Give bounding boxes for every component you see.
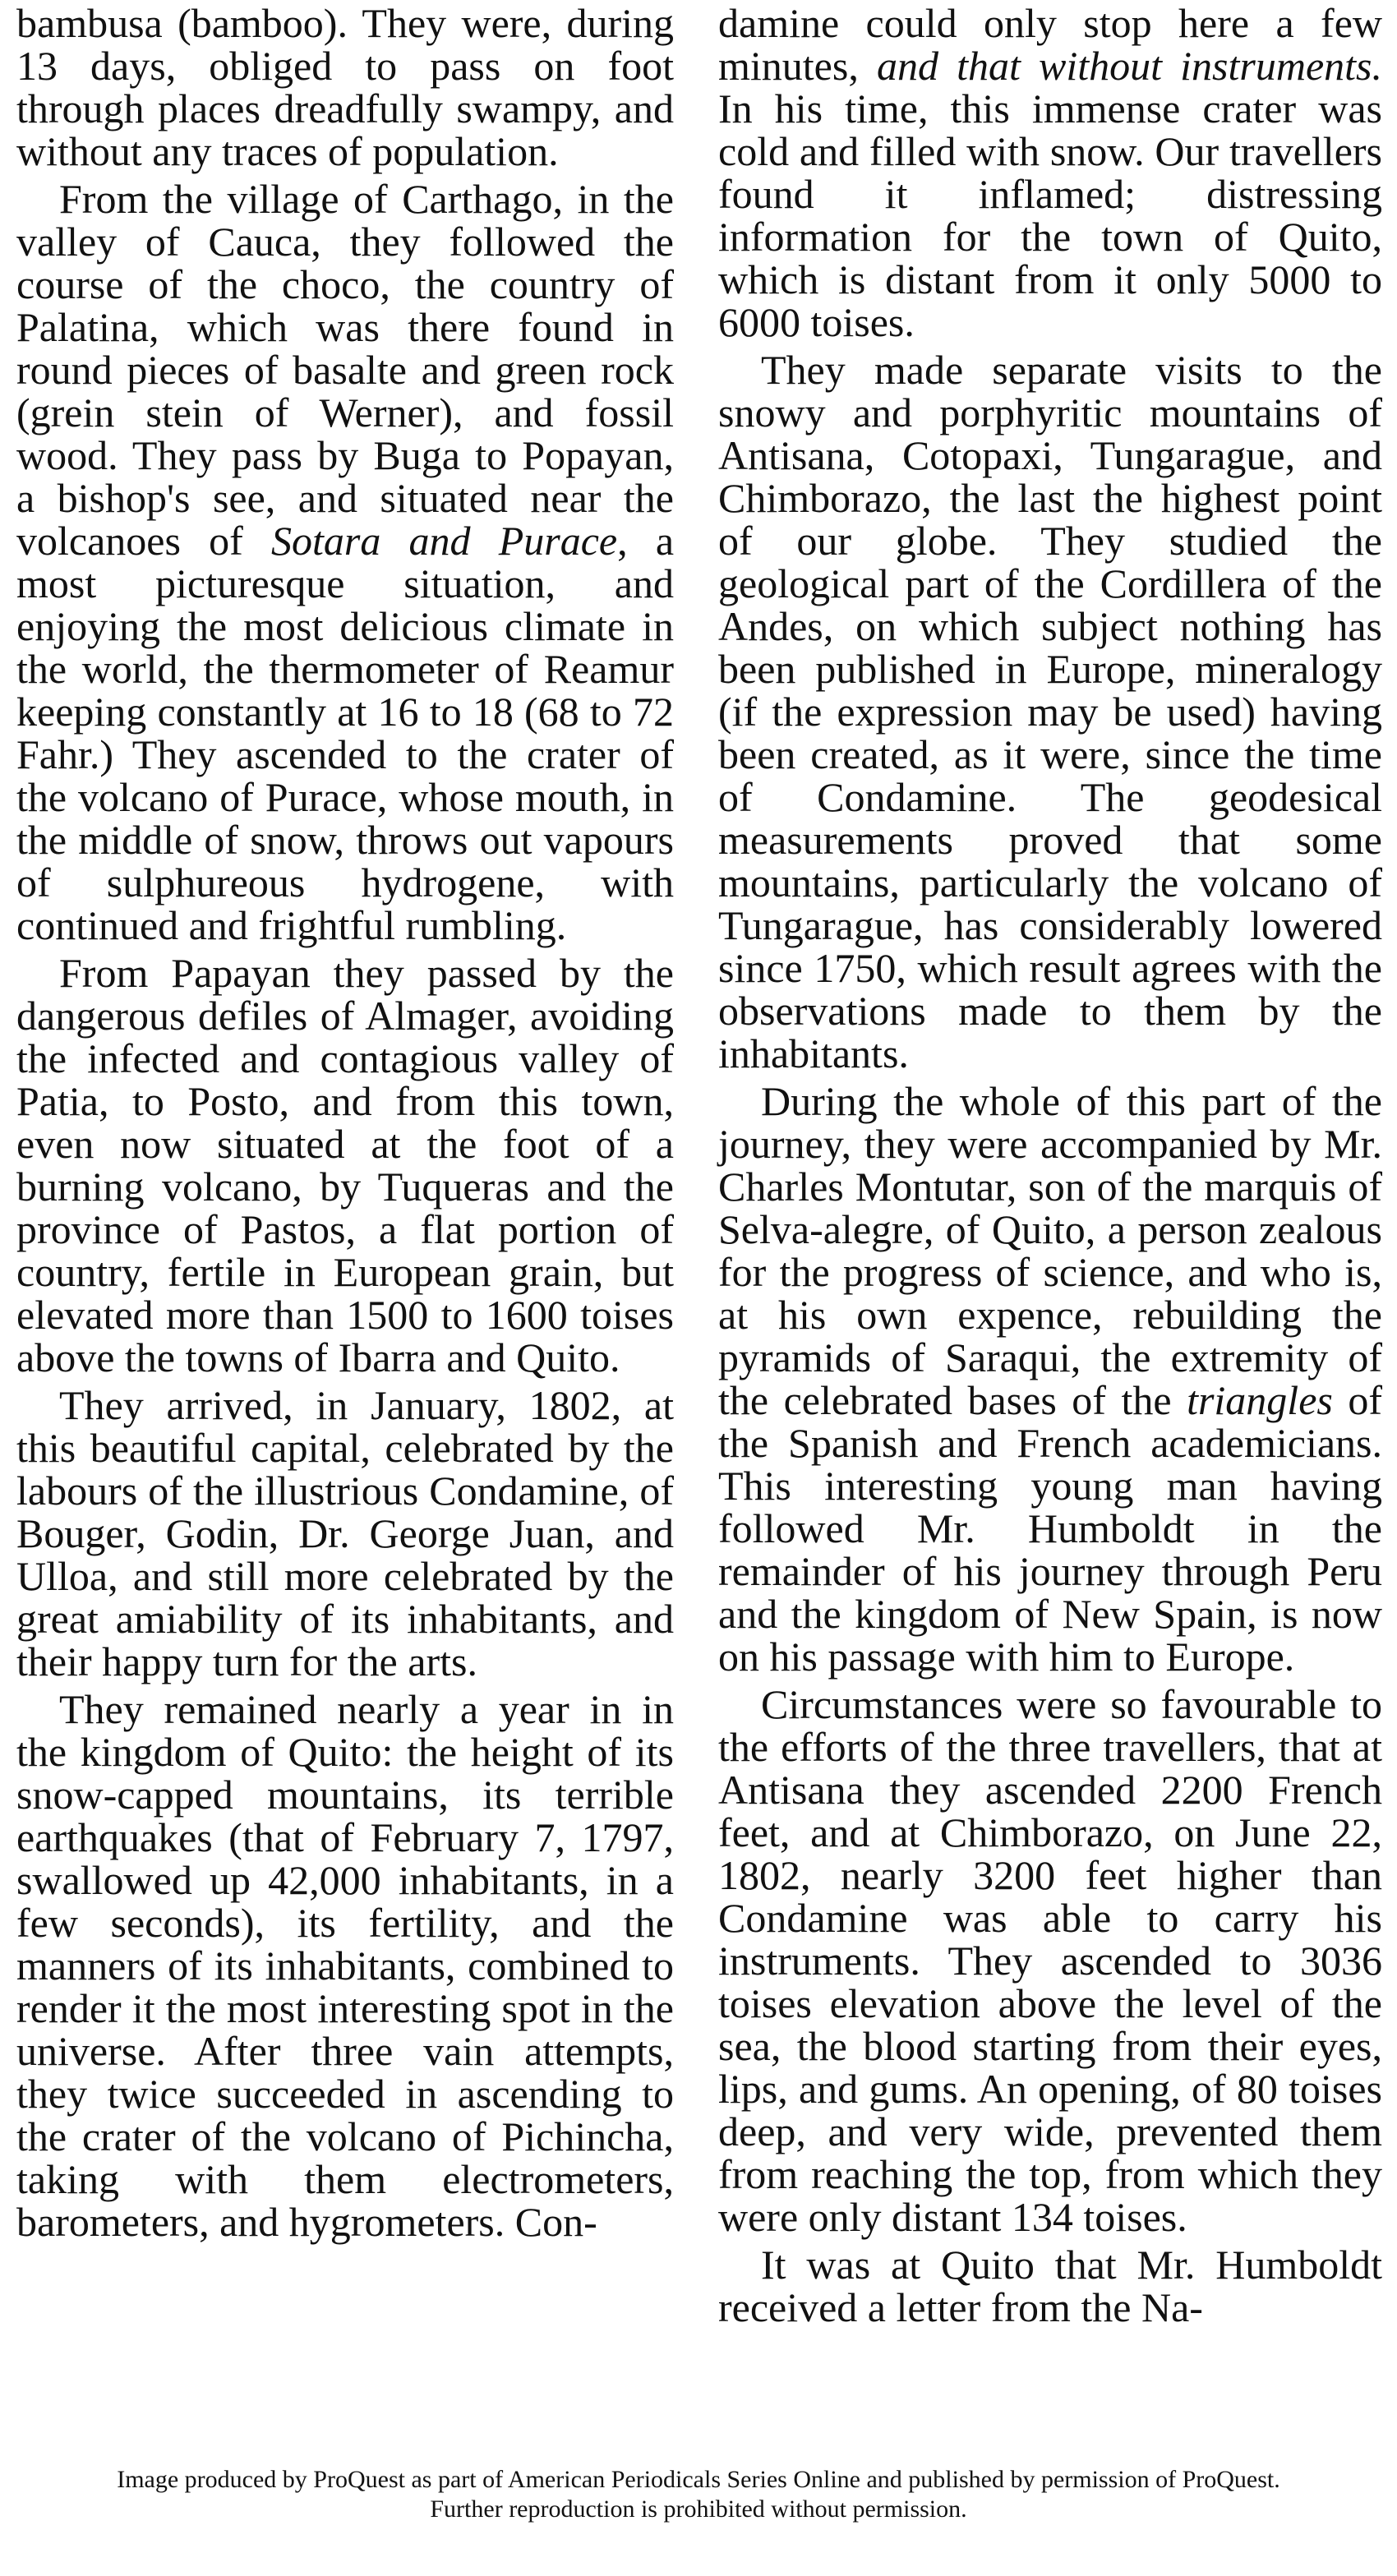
paragraph <box>718 1080 1382 1678</box>
italic-place-names: Sotara and Purace <box>270 518 618 564</box>
paragraph <box>16 952 674 1379</box>
footer-line: Further reproduction is prohibited without permission. <box>430 2495 967 2523</box>
paragraph <box>16 2 674 173</box>
paragraph-text: They remained nearly a year in in the kingdom of Quito: the height of its snow-capped mountains, its terrible earthquakes (that of February 7, 1797, swallowed up 42,000 inhabitants, in a few seconds), its fertility, and the manners of its inhabitants, combined to render it the most interesting spot in the universe. After three vain attempts, they twice succeeded in ascending to the crater of the volcano of Pichincha, taking with them electrometers, barometers, and hygrometers. Con- <box>16 1686 674 2245</box>
paragraph-text: From Papayan they passed by the dangerous defiles of Almager, avoiding the infected and contagious valley of Patia, to Posto, and from this town, even now situated at the foot of a burning volcano, by Tuqueras and the province of Pastos, a flat portion of country, fertile in European grain, but elevated more than 1500 to 1600 toises above the towns of Ibarra and Quito. <box>16 950 674 1380</box>
paragraph <box>718 1683 1382 2238</box>
paragraph-text: It was at Quito that Mr. Humboldt received a letter from the Na- <box>718 2242 1382 2330</box>
paragraph <box>16 177 674 947</box>
paragraph-text: , a most picturesque situation, and enjoying the most delicious climate in the world, the thermometer of Reamur keeping constantly at 16 to 18 (68 to 72 Fahr.) They ascended to the crater of the volcano of Purace, whose mouth, in the middle of snow, throws out vapours of sulphureous hydrogene, with continued and frightful rumbling. <box>16 518 675 948</box>
paragraph <box>718 348 1382 1075</box>
paragraph-text: damine could only stop here a few minutes, <box>718 0 1382 89</box>
left-text-column <box>16 2 674 2248</box>
paragraph <box>718 2 1382 343</box>
paragraph-text: Circumstances were so favourable to the efforts of the three travellers, that at Antisana they ascended 2200 French feet, and at Chimborazo, on June 22, 1802, nearly 3200 feet higher than Condamine was able to carry his instruments. They ascended to 3036 toises elevation above the level of the sea, the blood starting from their eyes, lips, and gums. An opening, of 80 toises deep, and very wide, prevented them from reaching the top, from which they were only distant 134 toises. <box>718 1681 1382 2240</box>
paragraph-text: of the Spanish and French academicians. This interesting young man having followed Mr. Humboldt in the remainder of his journey through Peru and the kingdom of New Spain, is now on his passage with him to Europe. <box>718 1377 1383 1680</box>
copyright-footer <box>0 2465 1397 2524</box>
footer-line: Image produced by ProQuest as part of American Periodicals Series Online and published by permission of ProQuest. <box>117 2466 1280 2493</box>
italic-word: triangles <box>1187 1377 1333 1423</box>
paragraph <box>16 1384 674 1683</box>
paragraph-text: bambusa (bamboo). They were, during 13 days, obliged to pass on foot through places dreadfully swampy, and without any traces of population. <box>16 0 674 174</box>
paragraph-text: During the whole of this part of the journey, they were accompanied by Mr. Charles Montutar, son of the marquis of Selva-alegre, of Quito, a person zealous for the progress of science, and who is, at his own expence, rebuilding the pyramids of Saraqui, the extremity of the celebrated bases of the <box>718 1078 1382 1423</box>
paragraph-text: They made separate visits to the snowy and porphyritic mountains of Antisana, Cotopaxi, Tungarague, and Chimborazo, the last the highest point of our globe. They studied the geological part of the Cordillera of the Andes, on which subject nothing has been published in Europe, mineralogy (if the expression may be used) having been created, as it were, since the time of Condamine. The geodesical measurements proved that some mountains, particularly the volcano of Tungarague, has considerably lowered since 1750, which result agrees with the observations made to them by the inhabitants. <box>718 347 1382 1076</box>
paragraph-text: From the village of Carthago, in the valley of Cauca, they followed the course of the choco, the country of Palatina, which was there found in round pieces of basalte and green rock (grein stein of Werner), and fossil wood. They pass by Buga to Popayan, a bishop's see, and situated near the volcanoes of <box>16 176 674 564</box>
paragraph-text: They arrived, in January, 1802, at this beautiful capital, celebrated by the labours of the illustrious Condamine, of Bouger, Godin, Dr. George Juan, and Ulloa, and still more celebrated by the great amiability of its inhabitants, and their happy turn for the arts. <box>16 1382 674 1684</box>
paragraph-text: In his time, this immense crater was cold and filled with snow. Our travellers found it inflamed; distressing information for the town of Quito, which is distant from it only 5000 to 6000 toises. <box>718 85 1382 345</box>
paragraph <box>718 2243 1382 2329</box>
right-text-column <box>718 2 1382 2334</box>
paragraph <box>16 1688 674 2243</box>
italic-phrase: and that without instruments. <box>876 43 1382 89</box>
